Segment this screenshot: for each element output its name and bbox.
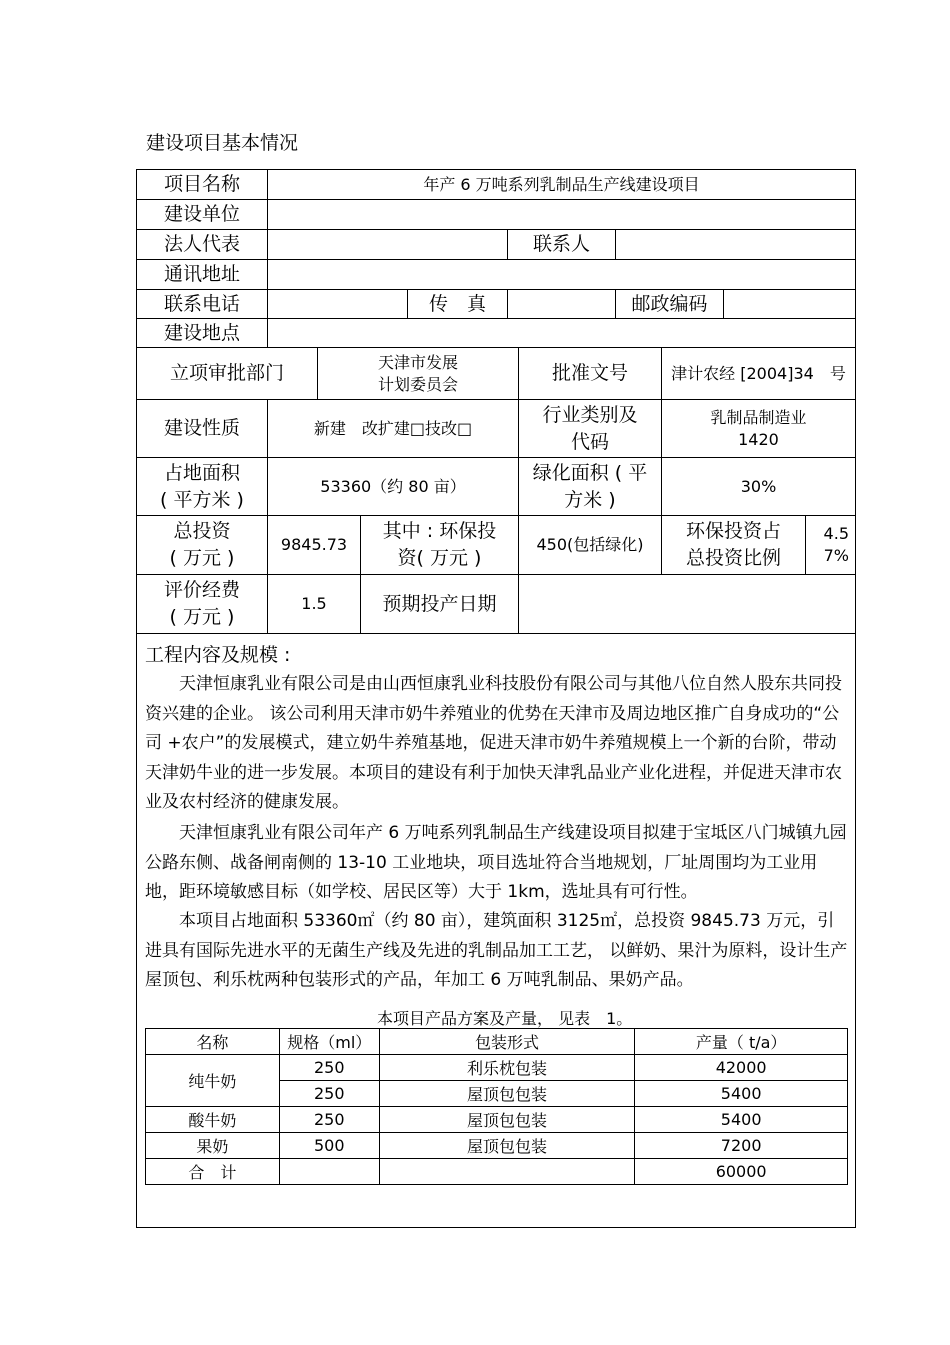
invest-label: 总投资 ( 万元 ) [169,520,235,569]
cell-pack: 利乐枕包装 [379,1055,635,1081]
project-name-label: 项目名称 [163,173,240,195]
green-value: 30% [661,458,855,515]
fax-label: 传 真 [407,290,507,318]
site-value [267,319,855,347]
project-name-value: 年产 6 万吨系列乳制品生产线建设项目 [267,170,855,199]
address-label: 通讯地址 [163,263,240,285]
row-legal-rep [137,230,855,260]
start-date-value [518,575,855,633]
approval-doc-label: 批准文号 [518,348,661,399]
cell-spec [279,1159,379,1185]
postcode-value [723,290,855,318]
row-eval-fee [137,575,855,634]
paragraph-3: 本项目占地面积 53360㎡（约 80 亩），建筑面积 3125㎡，总投资 9845.73 万元，引进具有国际先进水平的无菌生产线及先进的乳制品加工工艺， 以鲜奶、果汁为原料，设计生产屋顶包、利乐枕两种包装形式的产品，年加工 6 万吨乳制品、果奶产品。 [145,911,848,990]
row-phone [137,290,855,319]
cell-pack: 屋顶包包装 [379,1107,635,1133]
content-heading: 工程内容及规模 : [145,644,291,666]
table-row [146,1133,848,1159]
cell-pack: 屋顶包包装 [379,1133,635,1159]
address-value [267,260,855,289]
nature-label: 建设性质 [163,417,240,439]
start-date-label: 预期投产日期 [360,575,518,633]
header-name: 名称 [146,1029,280,1055]
cell-output: 7200 [635,1133,848,1159]
header-output: 产量（ t/a） [635,1029,848,1055]
eval-fee-value: 1.5 [267,575,360,633]
approval-doc-value: 津计农经 [2004]34 号 [661,348,855,399]
section-title: 建设项目基本情况 [146,132,299,154]
contact-label: 联系人 [507,230,615,259]
project-info-form [136,169,856,1228]
fax-value [507,290,615,318]
env-invest-label: 其中 : 环保投 资( 万元 ) [360,516,518,574]
unit-value [267,200,855,229]
table-caption: 本项目产品方案及产量， 见表 1。 [377,1009,633,1028]
cell-name: 合 计 [146,1159,280,1185]
cell-name: 果奶 [146,1133,280,1159]
row-address [137,260,855,290]
row-area [137,458,855,516]
industry-value: 乳制品制造业 1420 [661,400,855,457]
legal-rep-value [267,230,507,259]
row-investment [137,516,855,575]
env-ratio-value: 4.5 7% [805,516,855,574]
header-pack: 包装形式 [379,1029,635,1055]
table-header-row [146,1029,848,1055]
row-nature [137,400,855,458]
cell-pack [379,1159,635,1185]
product-table [145,1028,848,1185]
postcode-label: 邮政编码 [615,290,723,318]
table-row [146,1055,848,1081]
site-label: 建设地点 [163,321,240,344]
nature-value: 新建 改扩建□技改□ [267,400,518,457]
area-value: 53360（约 80 亩） [267,458,518,515]
contact-value [615,230,855,259]
paragraph-2: 天津恒康乳业有限公司年产 6 万吨系列乳制品生产线建设项目拟建于宝坻区八门城镇九园公路东侧、战备闸南侧的 13-10 工业地块，项目选址符合当地规划，厂址周围均为工业用地，距环境敏感目标（如学校、居民区等）大于 1km，选址具有可行性。 [145,823,847,902]
legal-rep-label: 法人代表 [163,233,240,255]
row-project-name [137,170,855,200]
cell-spec: 250 [279,1081,379,1107]
cell-output: 42000 [635,1055,848,1081]
cell-output: 5400 [635,1107,848,1133]
eval-fee-label: 评价经费 ( 万元 ) [163,579,240,628]
row-site [137,319,855,348]
phone-value [267,290,407,318]
area-label: 占地面积 ( 平方米 ) [160,461,244,511]
approval-dept-label: 立项审批部门 [169,362,284,384]
cell-output: 60000 [635,1159,848,1185]
invest-value: 9845.73 [267,516,360,574]
row-unit [137,200,855,230]
cell-spec: 250 [279,1107,379,1133]
cell-name: 纯牛奶 [146,1055,280,1107]
phone-label: 联系电话 [163,292,240,315]
header-spec: 规格（ml） [279,1029,379,1055]
cell-spec: 500 [279,1133,379,1159]
green-label: 绿化面积 ( 平 方米 ) [518,458,661,515]
table-row [146,1107,848,1133]
cell-output: 5400 [635,1081,848,1107]
env-invest-value: 450(包括绿化) [518,516,661,574]
env-ratio-label: 环保投资占 总投资比例 [661,516,805,574]
cell-spec: 250 [279,1055,379,1081]
row-approval [137,348,855,400]
industry-label: 行业类别及 代码 [518,400,661,457]
cell-name: 酸牛奶 [146,1107,280,1133]
unit-label: 建设单位 [163,203,240,225]
cell-pack: 屋顶包包装 [379,1081,635,1107]
paragraph-1: 天津恒康乳业有限公司是由山西恒康乳业科技股份有限公司与其他八位自然人股东共同投资兴建的企业。 该公司利用天津市奶牛养殖业的优势在天津市及周边地区推广自身成功的“公司 +农户”的发展模式，建立奶牛养殖基地，促进天津市奶牛养殖规模上一个新的台阶，带动天津奶牛业的进一步发展。本项目的建设有利于加快天津乳品业产业化进程，并促进天津市农业及农村经济的健康发展。 [145,674,842,812]
approval-dept-value: 天津市发展 计划委员会 [317,348,518,399]
table-total-row [146,1159,848,1185]
